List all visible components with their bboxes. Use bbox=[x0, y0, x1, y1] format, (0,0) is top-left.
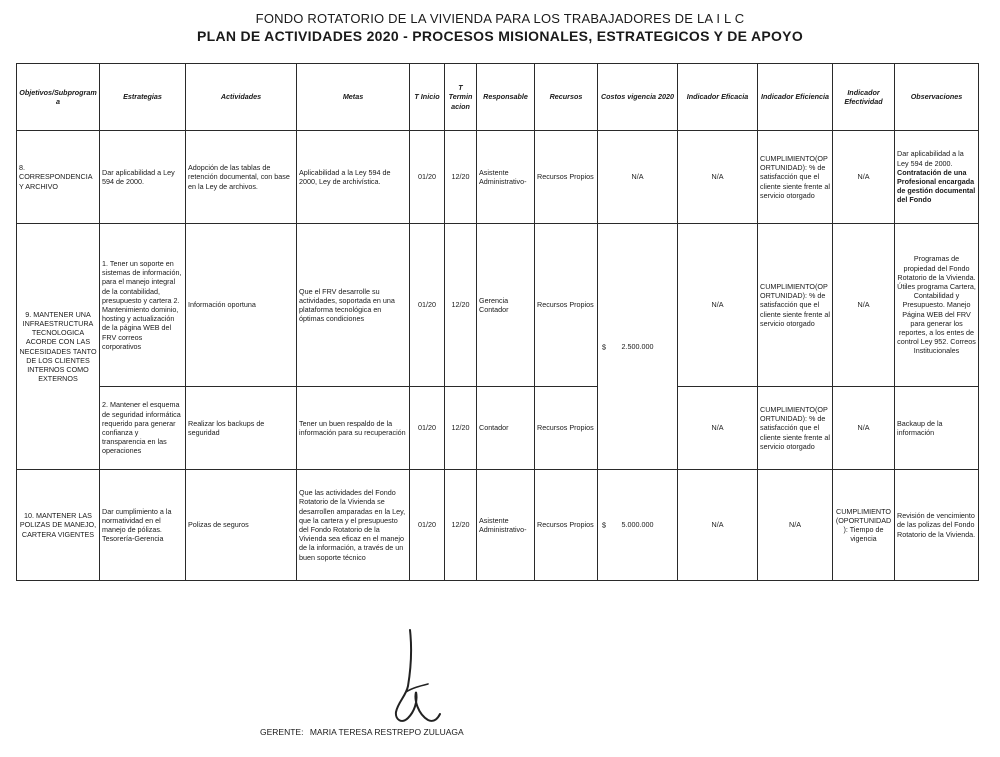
cell-eficacia: N/A bbox=[678, 224, 758, 387]
cell-terminacion: 12/20 bbox=[445, 387, 477, 470]
header-eficiencia: Indicador Eficiencia bbox=[758, 64, 833, 131]
cell-eficiencia: CUMPLIMIENTO(OPORTUNIDAD): % de satisfacción que el cliente siente frente al servicio otorgado bbox=[758, 387, 833, 470]
cell-costo: N/A bbox=[598, 131, 678, 224]
header-efectividad: Indicador Efectividad bbox=[833, 64, 895, 131]
header-costos: Costos vigencia 2020 bbox=[598, 64, 678, 131]
currency-symbol: $ bbox=[602, 341, 606, 351]
currency-symbol: $ bbox=[602, 520, 606, 530]
cell-observaciones: Revisión de vencimiento de las polizas del Fondo Rotatorio de la Vivienda. bbox=[895, 470, 979, 581]
document-title: FONDO ROTATORIO DE LA VIVIENDA PARA LOS TRABAJADORES DE LA I L C bbox=[255, 11, 745, 26]
cell-eficacia: N/A bbox=[678, 470, 758, 581]
cell-eficacia: N/A bbox=[678, 131, 758, 224]
header-terminacion: T Terminacion bbox=[445, 64, 477, 131]
header-estrategias: Estrategias bbox=[100, 64, 186, 131]
cell-estrategia: 1. Tener un soporte en sistemas de información, para el manejo integral de la contabilidad, presupuesto y cartera 2. Mantenimiento dominio, hosting y actualización de la página WEB del FRV correos corporativos bbox=[100, 224, 186, 387]
cell-observaciones: Programas de propiedad del Fondo Rotatorio de la Vivienda. Útiles programa Cartera, Contabilidad y Presupuesto. Manejo Página WEB del FRV para generar los reportes, a los entes de control Ley 952. Correos Institucionales bbox=[895, 224, 979, 387]
cell-recursos: Recursos Propios bbox=[535, 470, 598, 581]
header-eficacia: Indicador Eficacia bbox=[678, 64, 758, 131]
table-row bbox=[17, 224, 979, 387]
cell-estrategia: Dar cumplimiento a la normatividad en el manejo de pólizas. Tesorería-Gerencia bbox=[100, 470, 186, 581]
cell-estrategia: Dar aplicabilidad a Ley 594 de 2000. bbox=[100, 131, 186, 224]
cell-eficiencia: CUMPLIMIENTO(OPORTUNIDAD): % de satisfacción que el cliente siente frente al servicio otorgado bbox=[758, 224, 833, 387]
cell-objetivo: 9. MANTENER UNA INFRAESTRUCTURA TECNOLOGICA ACORDE CON LAS NECESIDADES TANTO DE LOS CLIENTES INTERNOS COMO EXTERNOS bbox=[17, 224, 100, 470]
header-recursos: Recursos bbox=[535, 64, 598, 131]
cell-meta: Que las actividades del Fondo Rotatorio de la Vivienda se desarrollen amparadas en la Ley, que la cartera y el presupuesto del Fondo Rotatorio de la Vivienda sea eficaz en el manejo de la información, a través de un buen soporte técnico bbox=[297, 470, 410, 581]
cost-value: 5.000.000 bbox=[621, 520, 654, 530]
cell-observaciones: Backaup de la información bbox=[895, 387, 979, 470]
cell-actividad: Información oportuna bbox=[186, 224, 297, 387]
cell-recursos: Recursos Propios bbox=[535, 131, 598, 224]
cell-inicio: 01/20 bbox=[410, 470, 445, 581]
cell-recursos: Recursos Propios bbox=[535, 224, 598, 387]
cost-value: 2.500.000 bbox=[621, 341, 654, 351]
cell-responsable: Asistente Administrativo- bbox=[477, 470, 535, 581]
cell-meta: Que el FRV desarrolle su actividades, soportada en una plataforma tecnológica en óptimas condiciones bbox=[297, 224, 410, 387]
cell-meta: Aplicabilidad a la Ley 594 de 2000, Ley de archivística. bbox=[297, 131, 410, 224]
header-observaciones: Observaciones bbox=[895, 64, 979, 131]
footer-label: GERENTE: bbox=[260, 727, 304, 737]
cell-responsable: Asistente Administrativo- bbox=[477, 131, 535, 224]
cell-terminacion: 12/20 bbox=[445, 470, 477, 581]
observaciones-text-bold: Contratación de una Profesional encargada de gestión documental del Fondo bbox=[897, 167, 976, 205]
cell-actividad: Realizar los backups de seguridad bbox=[186, 387, 297, 470]
cell-objetivo: 8. CORRESPONDENCIA Y ARCHIVO bbox=[17, 131, 100, 224]
footer-name: MARIA TERESA RESTREPO ZULUAGA bbox=[309, 727, 464, 737]
cell-recursos: Recursos Propios bbox=[535, 387, 598, 470]
cell-efectividad: N/A bbox=[833, 131, 895, 224]
cell-terminacion: 12/20 bbox=[445, 224, 477, 387]
cell-inicio: 01/20 bbox=[410, 224, 445, 387]
cell-estrategia: 2. Mantener el esquema de seguridad informática requerido para generar confianza y transparencia en las operaciones bbox=[100, 387, 186, 470]
cell-actividad: Polizas de seguros bbox=[186, 470, 297, 581]
cell-responsable: Gerencia Contador bbox=[477, 224, 535, 387]
table-row bbox=[17, 387, 979, 470]
document-subtitle: PLAN DE ACTIVIDADES 2020 - PROCESOS MISIONALES, ESTRATEGICOS Y DE APOYO bbox=[196, 28, 804, 44]
table-row bbox=[17, 470, 979, 581]
cell-eficiencia: N/A bbox=[758, 470, 833, 581]
cell-terminacion: 12/20 bbox=[445, 131, 477, 224]
cell-efectividad: CUMPLIMIENTO (OPORTUNIDAD): Tiempo de vigencia bbox=[833, 470, 895, 581]
cell-meta: Tener un buen respaldo de la información para su recuperación bbox=[297, 387, 410, 470]
header-inicio: T Inicio bbox=[410, 64, 445, 131]
cell-efectividad: N/A bbox=[833, 224, 895, 387]
cell-costo bbox=[598, 224, 678, 470]
cell-inicio: 01/20 bbox=[410, 131, 445, 224]
table-row bbox=[17, 131, 979, 224]
cell-costo bbox=[598, 470, 678, 581]
handwritten-signature bbox=[388, 628, 448, 728]
header-objetivo: Objetivos/Subprograma bbox=[17, 64, 100, 131]
cell-eficiencia: CUMPLIMIENTO(OPORTUNIDAD): % de satisfacción que el cliente siente frente al servicio otorgado bbox=[758, 131, 833, 224]
cell-efectividad: N/A bbox=[833, 387, 895, 470]
cell-inicio: 01/20 bbox=[410, 387, 445, 470]
signature-footer bbox=[260, 727, 468, 737]
cell-observaciones bbox=[895, 131, 979, 224]
cell-actividad: Adopción de las tablas de retención documental, con base en la Ley de archivos. bbox=[186, 131, 297, 224]
activities-table bbox=[16, 63, 979, 581]
header-metas: Metas bbox=[297, 64, 410, 131]
header-responsable: Responsable bbox=[477, 64, 535, 131]
cell-eficacia: N/A bbox=[678, 387, 758, 470]
cell-responsable: Contador bbox=[477, 387, 535, 470]
observaciones-text: Dar aplicabilidad a la Ley 594 de 2000. bbox=[897, 149, 964, 168]
table-header-row bbox=[17, 64, 979, 131]
cell-objetivo: 10. MANTENER LAS POLIZAS DE MANEJO, CARTERA VIGENTES bbox=[17, 470, 100, 581]
header-actividades: Actividades bbox=[186, 64, 297, 131]
